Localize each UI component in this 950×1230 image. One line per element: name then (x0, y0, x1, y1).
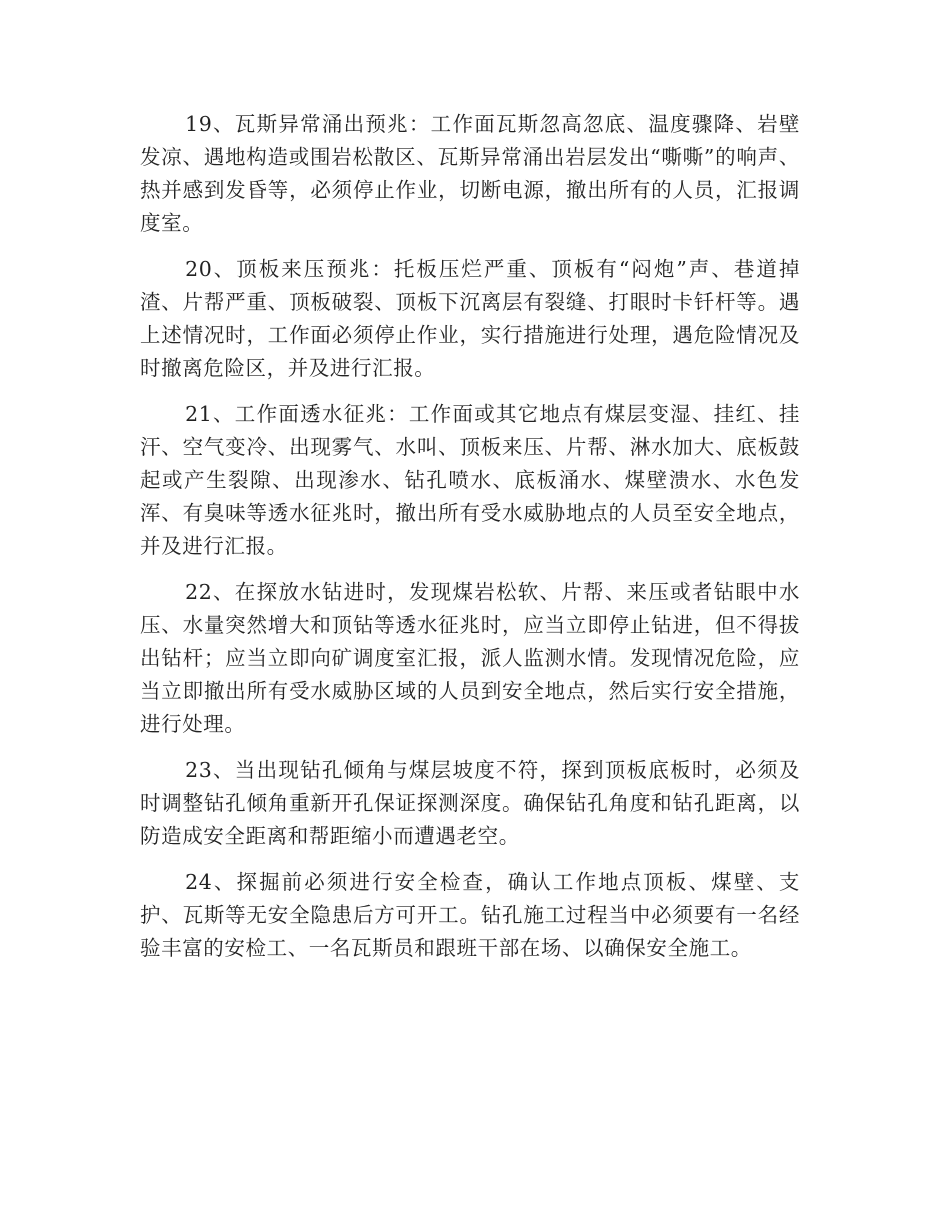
paragraph-22: 22、在探放水钻进时，发现煤岩松软、片帮、来压或者钻眼中水压、水量突然增大和顶钻等透水征兆时，应当立即停止钻进，但不得拔出钻杆；应当立即向矿调度室汇报，派人监测水情。发现情况危险，应当立即撤出所有受水威胁区域的人员到安全地点，然后实行安全措施，进行处理。 (140, 580, 800, 736)
paragraph-23: 23、当出现钻孔倾角与煤层坡度不符，探到顶板底板时，必须及时调整钻孔倾角重新开孔保证探测深度。确保钻孔角度和钻孔距离，以防造成安全距离和帮距缩小而遭遇老空。 (140, 758, 800, 848)
paragraph-19: 19、瓦斯异常涌出预兆：工作面瓦斯忽高忽底、温度骤降、岩壁发凉、遇地构造或围岩松散区、瓦斯异常涌出岩层发出“嘶嘶”的响声、热并感到发昏等，必须停止作业，切断电源，撤出所有的人员，汇报调度室。 (140, 112, 800, 235)
paragraph-20: 20、顶板来压预兆：托板压烂严重、顶板有“闷炮”声、巷道掉渣、片帮严重、顶板破裂、顶板下沉离层有裂缝、打眼时卡钎杆等。遇上述情况时，工作面必须停止作业，实行措施进行处理，遇危险情况及时撤离危险区，并及进行汇报。 (140, 257, 800, 380)
paragraph-24: 24、探掘前必须进行安全检查，确认工作地点顶板、煤壁、支护、瓦斯等无安全隐患后方可开工。钻孔施工过程当中必须要有一名经验丰富的安检工、一名瓦斯员和跟班干部在场、以确保安全施工。 (140, 870, 800, 960)
paragraph-21: 21、工作面透水征兆：工作面或其它地点有煤层变湿、挂红、挂汗、空气变冷、出现雾气、水叫、顶板来压、片帮、淋水加大、底板鼓起或产生裂隙、出现渗水、钻孔喷水、底板涌水、煤壁溃水、水色发浑、有臭味等透水征兆时，撤出所有受水威胁地点的人员至安全地点，并及进行汇报。 (140, 402, 800, 558)
